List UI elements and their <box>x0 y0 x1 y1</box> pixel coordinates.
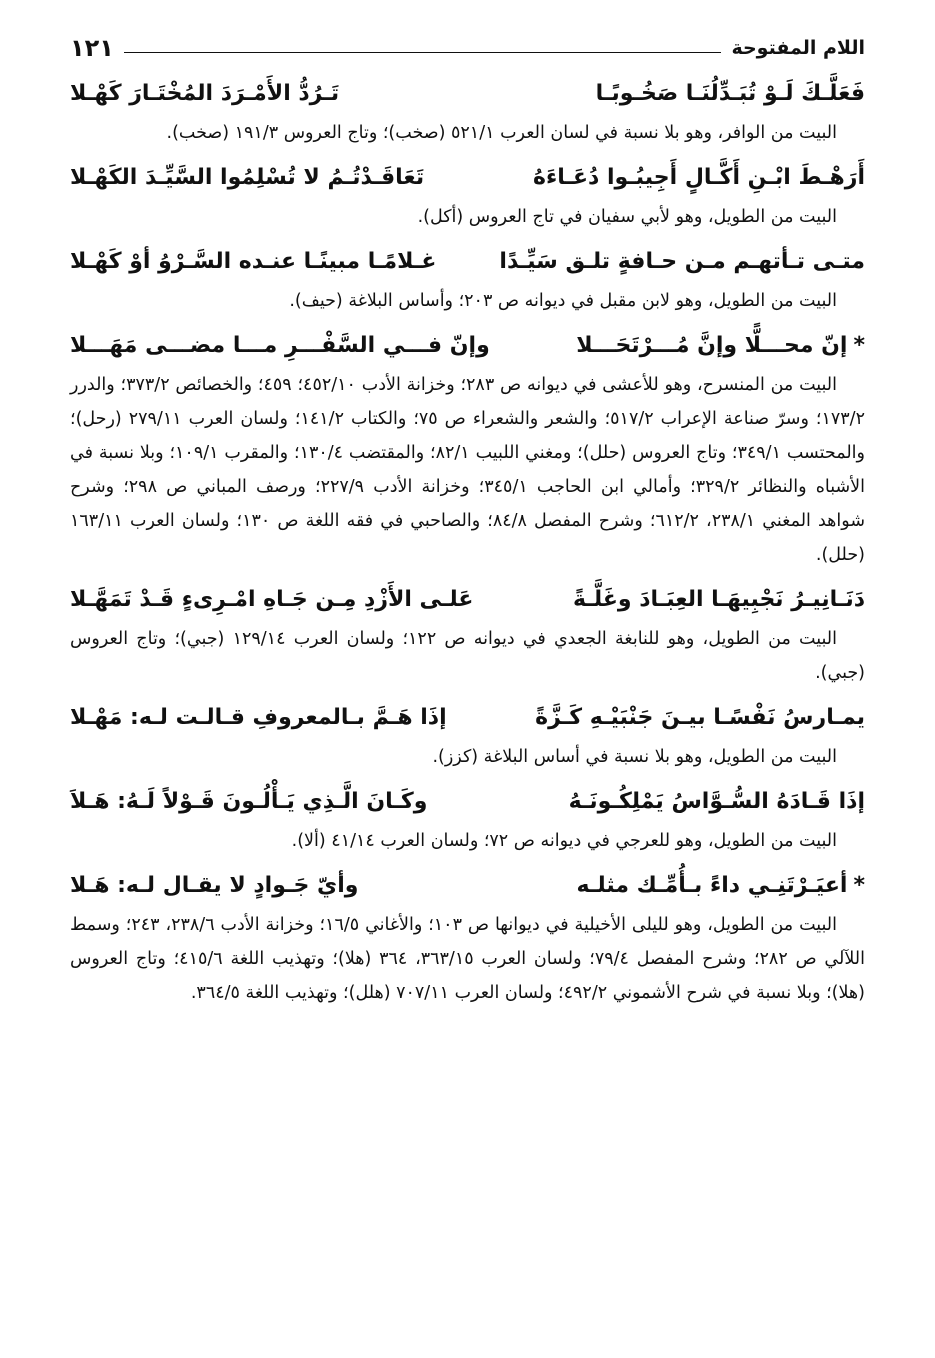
asterisk-marker: * <box>853 333 865 358</box>
verse-entry <box>70 864 865 1010</box>
first-hemistich <box>573 578 865 622</box>
first-hemistich-text: متـى تـأتهـم مـن حـافةٍ تلـق سَيِّـدًا <box>499 249 865 274</box>
first-hemistich-text: يمـارسُ نَفْسًـا بيـنَ جَنْبَيْـهِ كَـزَّةً <box>535 705 865 730</box>
first-hemistich-text: فَعَلَّـكَ لَـوْ تُبَـدِّلُنَـا صَخُـوبًـا <box>595 81 865 106</box>
second-hemistich: غـلامًـا مبينًـا عنـده السَّـرْوُ أوْ كَهْـلا <box>70 249 437 274</box>
verse-entry <box>70 72 865 150</box>
second-hemistich: إذَا هَـمَّ بـالمعروفِ قـالـت لـه: مَهْـلا <box>70 705 447 730</box>
verse-entry <box>70 696 865 774</box>
source-note: البيت من الطويل، وهو للنابغة الجعدي في ديوانه ص ١٢٢؛ ولسان العرب ١٢٩/١٤ (جبي)؛ وتاج العروس (جبي). <box>70 629 865 683</box>
first-hemistich <box>569 780 865 824</box>
verse-line <box>70 578 865 622</box>
source-note: البيت من الطويل، وهو للعرجي في ديوانه ص ٧٢؛ ولسان العرب ٤١/١٤ (ألا). <box>291 831 837 851</box>
entries-list <box>70 72 865 1010</box>
verse-line <box>70 324 865 368</box>
source-note: البيت من الطويل، وهو بلا نسبة في أساس البلاغة (كزز). <box>432 747 837 767</box>
section-title: اللام المفتوحة <box>731 37 865 59</box>
first-hemistich-text: أعيَـرْتَنِـي داءً بـأُمِّـك مثلـه <box>576 873 848 898</box>
verse-line <box>70 780 865 824</box>
verse-line <box>70 864 865 908</box>
verse-entry <box>70 578 865 690</box>
verse-line <box>70 240 865 284</box>
source-note: البيت من الطويل، وهو لابن مقبل في ديوانه ص ٢٠٣؛ وأساس البلاغة (حيف). <box>289 291 837 311</box>
verse-entry <box>70 324 865 572</box>
source-note: البيت من الطويل، وهو لأبي سفيان في تاج العروس (أكل). <box>417 207 837 227</box>
first-hemistich <box>533 156 865 200</box>
header-rule <box>124 52 721 53</box>
first-hemistich-text: أَرَهْـطَ ابْـنِ أَكَّـالٍ أَجِيبُـوا دُعَـاءَهُ <box>532 165 865 190</box>
page-number: ١٢١ <box>70 34 114 62</box>
second-hemistich: وكَـانَ الَّـذِي يَـأْلُـونَ قَـوْلاً لَـهُ: هَـلاَ <box>70 789 428 814</box>
second-hemistich: وأيّ جَـوادٍ لا يقـال لـه: هَـلا <box>70 873 359 898</box>
first-hemistich <box>577 864 865 908</box>
first-hemistich <box>535 696 865 740</box>
verse-line <box>70 696 865 740</box>
first-hemistich-text: إنّ محـــلًّا وإنَّ مُـــرْتَحَـــلا <box>576 333 848 358</box>
second-hemistich: وإنّ فـــي السَّفْـــرِ مـــا مضـــى مَهَـــلا <box>70 333 490 358</box>
second-hemistich: عَلـى الأَزْدِ مِـن جَـاهِ امْـرِىءٍ قَـدْ تَمَهَّـلا <box>70 587 474 612</box>
first-hemistich <box>596 72 865 116</box>
verse-entry <box>70 156 865 234</box>
source-note: البيت من الوافر، وهو بلا نسبة في لسان العرب ٥٢١/١ (صخب)؛ وتاج العروس ١٩١/٣ (صخب). <box>166 123 837 143</box>
second-hemistich: تَـرُدُّ الأَمْـرَدَ المُخْتَـارَ كَهْـلا <box>70 81 340 106</box>
verse-line <box>70 72 865 116</box>
first-hemistich-text: دَنَـانِيـرُ نَجْبِيهَـا العِبَـادَ وغَلَّـةً <box>573 587 865 612</box>
source-note: البيت من المنسرح، وهو للأعشى في ديوانه ص ٢٨٣؛ وخزانة الأدب ٤٥٢/١٠؛ ٤٥٩؛ والخصائص ٣٧٣/٢؛ والدرر ١٧٣/٢؛ وسرّ صناعة الإعراب ٥١٧/٢؛ والشعر والشعراء ص ٧٥؛ والكتاب ١٤١/٢؛ ولسان العرب ٢٧٩/١١ (رحل)؛ والمحتسب ٣٤٩/١؛ وتاج العروس (حلل)؛ ومغني اللبيب ٨٢/١؛ والمقتضب ١٣٠/٤؛ والمقرب ١٠٩/١؛ وبلا نسبة في الأشباه والنظائر ٣٢٩/٢؛ وأمالي ابن الحاجب ٣٤٥/١؛ وخزانة الأدب ٢٢٧/٩؛ ورصف المباني ص ٢٩٨؛ وشرح شواهد المغني ٢٣٨/١، ٦١٢/٢؛ وشرح المفصل ٨٤/٨؛ والصاحبي في فقه اللغة ص ١٣٠؛ ولسان العرب ١٦٣/١١ (حلل). <box>70 375 865 565</box>
verse-entry <box>70 780 865 858</box>
source-note: البيت من الطويل، وهو لليلى الأخيلية في ديوانها ص ١٠٣؛ والأغاني ١٦/٥؛ وخزانة الأدب ٢٣٨/٦، ٢٤٣؛ وسمط اللآلي ص ٢٨٢؛ وشرح المفصل ٧٩/٤؛ ولسان العرب ٣٦٣/١٥، ٣٦٤ (هلا)؛ وتهذيب اللغة ٤١٥/٦؛ وتاج العروس (هلا)؛ وبلا نسبة في شرح الأشموني ٤٩٢/٢؛ ولسان العرب ٧٠٧/١١ (هلل)؛ وتهذيب اللغة ٣٦٤/٥. <box>70 915 865 1003</box>
first-hemistich <box>576 324 865 368</box>
page-header <box>70 30 865 66</box>
asterisk-marker: * <box>853 873 865 898</box>
second-hemistich: تَعَاقَـدْتُـمُ لا تُسْلِمُوا السَّيِّـدَ الكَهْـلا <box>70 165 425 190</box>
verse-entry <box>70 240 865 318</box>
first-hemistich-text: إذَا قَـادَهُ السُّـوَّاسُ يَمْلِكُـونَـهُ <box>568 789 865 814</box>
first-hemistich <box>499 240 865 284</box>
book-page <box>70 30 865 1010</box>
verse-line <box>70 156 865 200</box>
